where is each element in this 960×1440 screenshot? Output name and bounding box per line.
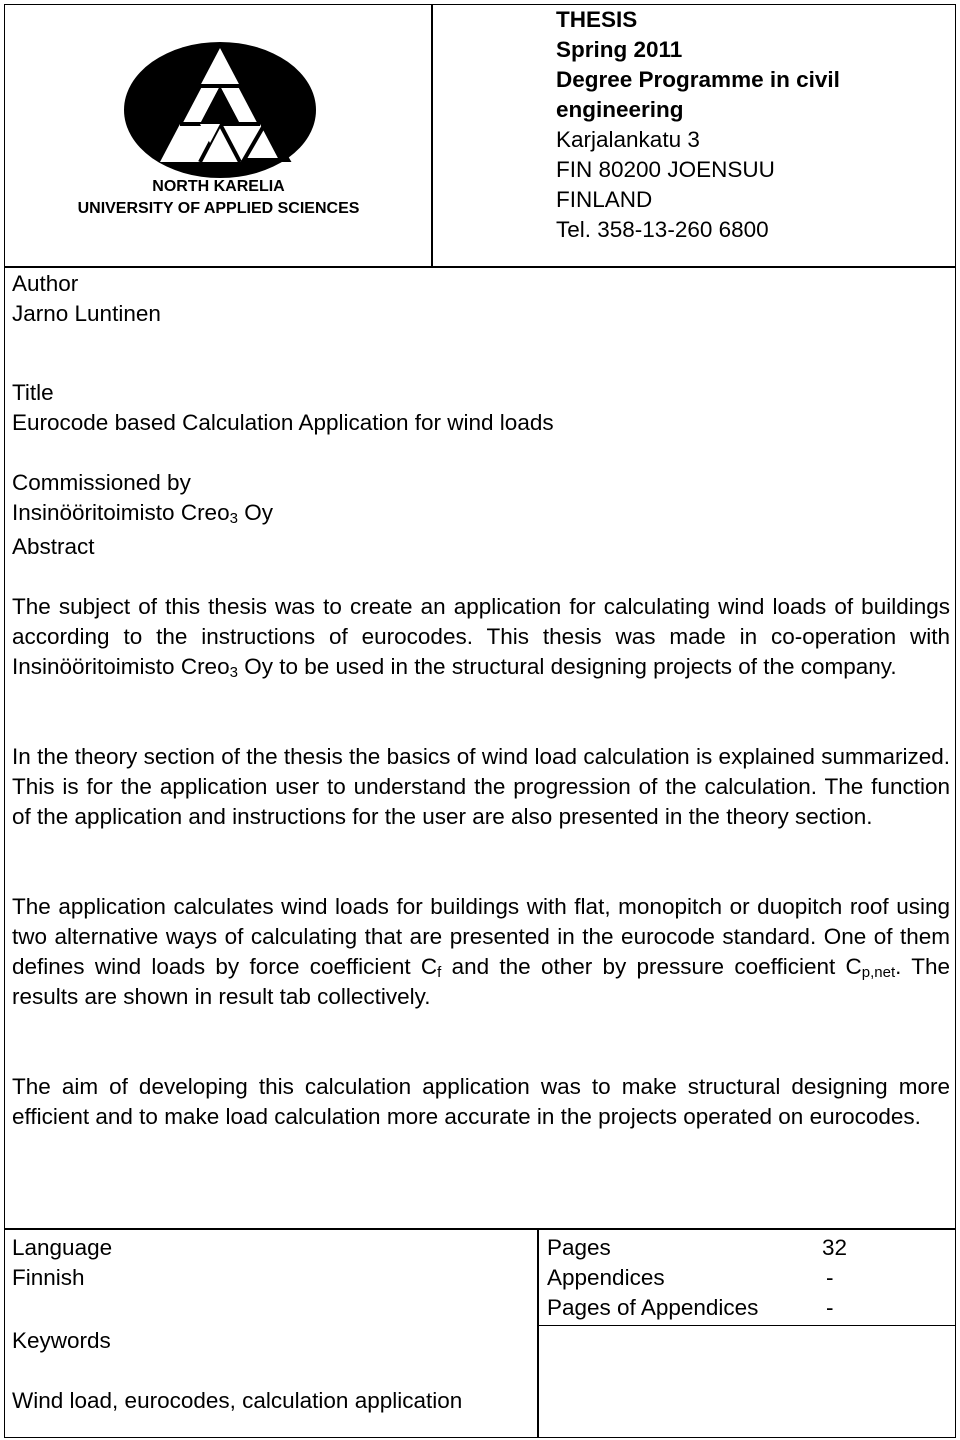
document-type: THESIS (556, 7, 638, 32)
phone: Tel. 358-13-260 6800 (556, 217, 769, 242)
footer-right-bottom-cell (537, 1324, 956, 1438)
abstract-paragraph-4: The aim of developing this calculation application was to make structural designing more efficient and to make load calculation more accurate in the projects operated on eurocodes. (12, 1074, 950, 1129)
title-label: Title (12, 380, 54, 405)
abstract-paragraph-3: The application calculates wind loads for buildings with flat, monopitch or duopitch roof using two alternative ways of calculating that are presented in the eurocode standard. One of them defines wind loads by force coefficient $C_f$ and the other by pressure coefficient $C_{p,net}$. The results are shown in result tab collectively. (12, 894, 951, 1009)
keywords-value: Wind load, eurocodes, calculation application (12, 1388, 463, 1413)
language-value: Finnish (12, 1265, 85, 1290)
logo-line-2: UNIVERSITY OF APPLIED SCIENCES (77, 200, 360, 217)
appendices-value: - (826, 1265, 834, 1290)
author-label: Author (12, 271, 79, 296)
programme-line-2: engineering (556, 97, 684, 122)
address-2: FIN 80200 JOENSUU (556, 157, 775, 182)
language-label: Language (12, 1235, 113, 1260)
abstract-label: Abstract (12, 534, 95, 559)
pages-of-appendices-label: Pages of Appendices (547, 1295, 759, 1320)
author-name: Jarno Luntinen (12, 301, 161, 326)
commissioned-by: Insinööritoimisto Creo$_3$ Oy (12, 500, 273, 527)
university-logo-icon (120, 40, 320, 180)
programme-line-1: Degree Programme in civil (556, 67, 840, 92)
keywords-label: Keywords (12, 1328, 111, 1353)
term: Spring 2011 (556, 37, 683, 62)
commissioned-label: Commissioned by (12, 470, 191, 495)
appendices-label: Appendices (547, 1265, 665, 1290)
abstract-paragraph-2: In the theory section of the thesis the basics of wind load calculation is explained summarized. This is for the application user to understand the progression of the calculation. The function of the application and instructions for the user are also presented in the theory section. (12, 744, 950, 829)
thesis-title: Eurocode based Calculation Application for wind loads (12, 410, 554, 435)
pages-label: Pages (547, 1235, 611, 1260)
abstract-paragraph-1: The subject of this thesis was to create an application for calculating wind loads of buildings according to the instructions of eurocodes. This thesis was made in co-operation with Insinööritoimisto Creo$_3$ Oy to be used in the structural designing projects of the company. (12, 594, 950, 681)
pages-value: 32 (822, 1235, 848, 1260)
logo-line-1: NORTH KARELIA (152, 178, 285, 195)
address-1: Karjalankatu 3 (556, 127, 700, 152)
pages-of-appendices-value: - (826, 1295, 834, 1320)
country: FINLAND (556, 187, 653, 212)
